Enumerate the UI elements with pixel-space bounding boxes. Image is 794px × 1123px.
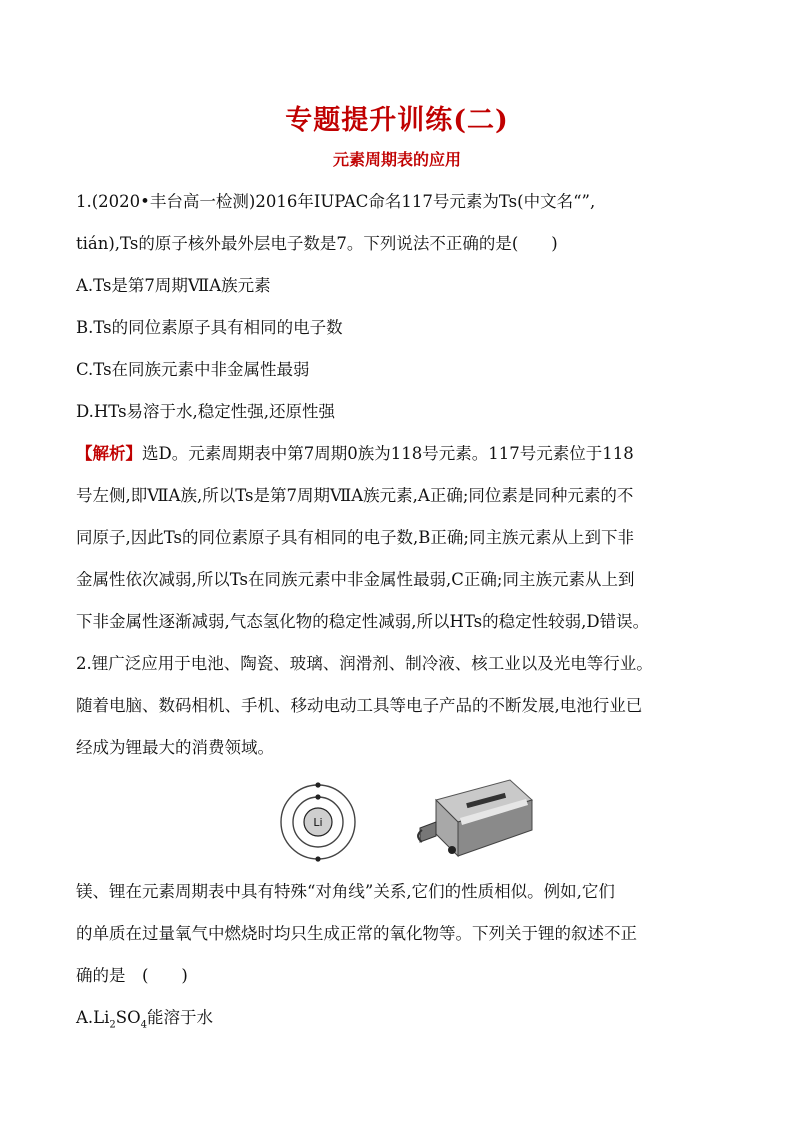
q1-analysis-line3: 同原子,因此Ts的同位素原子具有相同的电子数,B正确;同主族元素从上到下非 xyxy=(76,528,634,547)
q2-intro-line2: 随着电脑、数码相机、手机、移动电动工具等电子产品的不断发展,电池行业已 xyxy=(76,696,643,715)
q1-stem-line1: 1.(2020•丰台高一检测)2016年IUPAC命名117号元素为Ts(中文名“”, xyxy=(76,192,596,211)
q1-stem-line2: tián),Ts的原子核外最外层电子数是7。下列说法不正确的是( ) xyxy=(76,234,558,253)
lithium-battery-image xyxy=(408,778,538,864)
q1-option-c: C.Ts在同族元素中非金属性最弱 xyxy=(76,360,310,379)
page-subtitle: 元素周期表的应用 xyxy=(332,150,461,169)
page-title: 专题提升训练(二) xyxy=(285,105,509,136)
q2-intro-line1: 2.锂广泛应用于电池、陶瓷、玻璃、润滑剂、制冷液、核工业以及光电等行业。 xyxy=(76,654,653,673)
q1-analysis-line2: 号左侧,即ⅦA族,所以Ts是第7周期ⅦA族元素,A正确;同位素是同种元素的不 xyxy=(76,486,634,505)
atom-label: Li xyxy=(313,816,323,829)
q1-option-a: A.Ts是第7周期ⅦA族元素 xyxy=(76,276,271,295)
q1-option-d: D.HTs易溶于水,稳定性强,还原性强 xyxy=(76,402,336,421)
q2-stem-line2: 的单质在过量氧气中燃烧时均只生成正常的氧化物等。下列关于锂的叙述不正 xyxy=(76,924,637,943)
q2-option-a-sub2: 4 xyxy=(140,1019,147,1031)
lithium-atom-diagram xyxy=(278,772,358,872)
q2-stem-line1: 镁、锂在元素周期表中具有特殊“对角线”关系,它们的性质相似。例如,它们 xyxy=(76,882,615,901)
q2-option-a-sub1: 2 xyxy=(109,1019,116,1031)
q1-analysis-line1 xyxy=(76,440,726,464)
q2-option-a xyxy=(76,1004,726,1030)
q2-intro-line3: 经成为锂最大的消费领域。 xyxy=(76,738,274,757)
q2-stem-line3: 确的是 ( ) xyxy=(76,966,188,985)
q1-option-b: B.Ts的同位素原子具有相同的电子数 xyxy=(76,318,343,337)
analysis-tag: 【解析】 xyxy=(76,444,142,463)
q1-analysis-line4: 金属性依次减弱,所以Ts在同族元素中非金属性最弱,C正确;同主族元素从上到 xyxy=(76,570,635,589)
q2-option-a-mid: SO xyxy=(115,1008,141,1027)
analysis-text: 选D。元素周期表中第7周期0族为118号元素。117号元素位于118 xyxy=(142,444,634,463)
q2-option-a-suffix: 能溶于水 xyxy=(147,1008,213,1027)
q1-analysis-line5: 下非金属性逐渐减弱,气态氢化物的稳定性减弱,所以HTs的稳定性较弱,D错误。 xyxy=(76,612,650,631)
q2-option-a-prefix: A.Li xyxy=(76,1008,110,1027)
